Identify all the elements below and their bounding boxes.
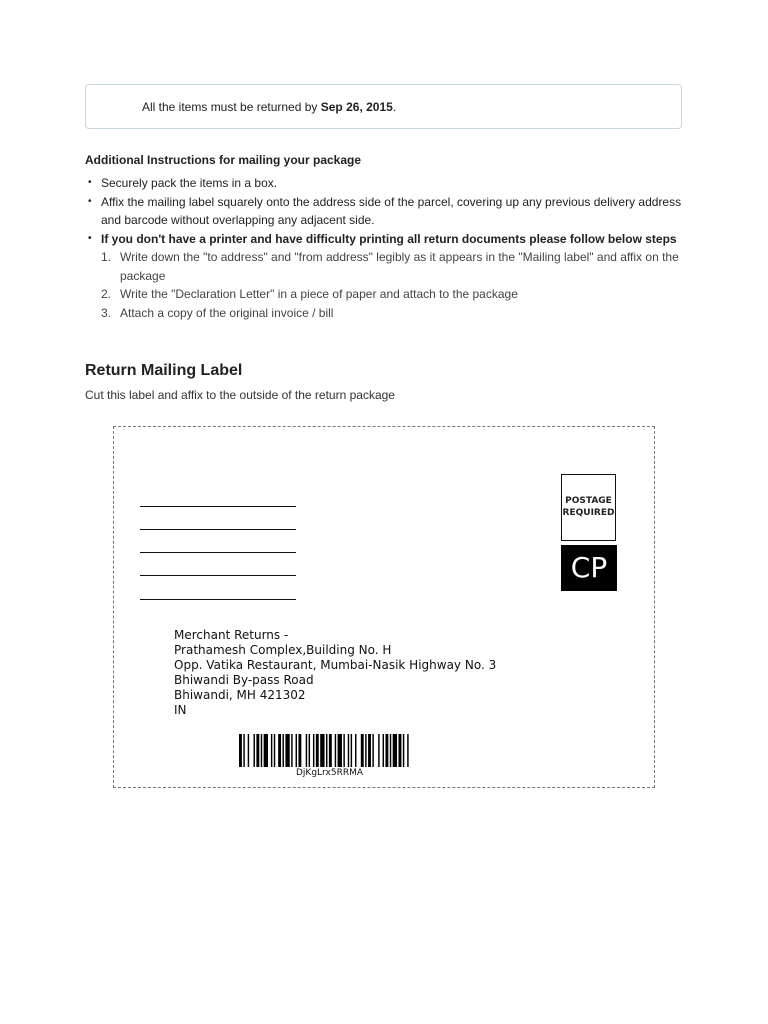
barcode-bar [261,734,262,767]
barcode-bar [407,734,408,767]
barcode-bar [306,734,307,767]
barcode-bar [368,734,371,767]
address-line: IN [174,703,187,717]
barcode-bar [256,734,259,767]
barcode-bar [283,734,284,767]
instruction-item: • Affix the mailing label squarely onto the address side of the parcel, covering up any previous delivery address and barcode without overlapping any adjacent side. [85,193,685,230]
barcode-bar [335,734,336,767]
from-address-line [140,575,296,576]
return-deadline-date: Sep 26, 2015 [320,100,393,114]
barcode-bar [274,734,275,767]
barcode-bar [239,734,242,767]
barcode-bar [351,734,352,767]
barcode-bar [296,734,297,767]
from-address-line [140,529,296,530]
barcode-bar [316,734,319,767]
to-address [174,628,496,718]
instruction-item-no-printer: • If you don't have a printer and have difficulty printing all return documents please follow below steps 1. Write down the "to address" and "from address" legibly as it appears in the "Mailing label" and affix on the package 2. Write the "Declaration Letter" in a piece of paper and attach to the package 3. Attach a copy of the original invoice / bill [85,230,685,323]
barcode-bar [385,734,388,767]
barcode-bar [378,734,379,767]
barcode-text: DjKgLrx5RRMA [296,768,363,778]
barcode-bar [399,734,402,767]
barcode-bar [338,734,342,767]
barcode-bar [403,734,404,767]
barcode-bar [372,734,373,767]
barcode-bar [271,734,272,767]
barcode-bar [248,734,249,767]
barcode-bar [264,734,268,767]
barcode [239,734,487,767]
return-deadline-notice [85,84,682,129]
barcode-bar [343,734,344,767]
address-line: Bhiwandi, MH 421302 [174,688,306,702]
instruction-item: • Securely pack the items in a box. [85,174,685,193]
address-line: Bhiwandi By-pass Road [174,673,314,687]
carrier-logo: CP [561,545,617,591]
return-deadline-text: All the items must be returned by Sep 26, 2015. [142,100,397,114]
barcode-bar [361,734,364,767]
barcode-bar [320,734,324,767]
barcode-bar [355,734,356,767]
return-label-title: Return Mailing Label [85,362,243,379]
instructions-list [85,174,685,322]
barcode-bar [243,734,244,767]
from-address-line [140,552,296,553]
address-line: Prathamesh Complex,Building No. H [174,643,392,657]
instructions-title: Additional Instructions for mailing your package [85,153,362,167]
barcode-bar [393,734,397,767]
mailing-label [113,426,655,788]
return-label-subtitle: Cut this label and affix to the outside of the return package [85,388,395,402]
barcode-bar [326,734,327,767]
barcode-bar [278,734,281,767]
barcode-bar [254,734,255,767]
barcode-bar [348,734,349,767]
step-item: 2. Write the "Declaration Letter" in a piece of paper and attach to the package [101,287,518,301]
barcode-bar [329,734,332,767]
barcode-bar [309,734,310,767]
address-line: Merchant Returns - [174,628,289,642]
postage-required-box: POSTAGE REQUIRED [561,474,616,541]
no-printer-steps [101,248,685,322]
barcode-bar [383,734,384,767]
barcode-bar [390,734,391,767]
barcode-bar [365,734,366,767]
barcode-bar [291,734,292,767]
address-line: Opp. Vatika Restaurant, Mumbai-Nasik Highway No. 3 [174,658,497,672]
from-address-line [140,599,296,600]
step-item: 3. Attach a copy of the original invoice / bill [101,305,334,320]
barcode-bar [285,734,289,767]
from-address-line [140,506,296,507]
barcode-bar [298,734,301,767]
barcode-bar [313,734,314,767]
step-item: 1. Write down the "to address" and "from address" legibly as it appears in the "Mailing label" and affix on the package [101,250,679,283]
